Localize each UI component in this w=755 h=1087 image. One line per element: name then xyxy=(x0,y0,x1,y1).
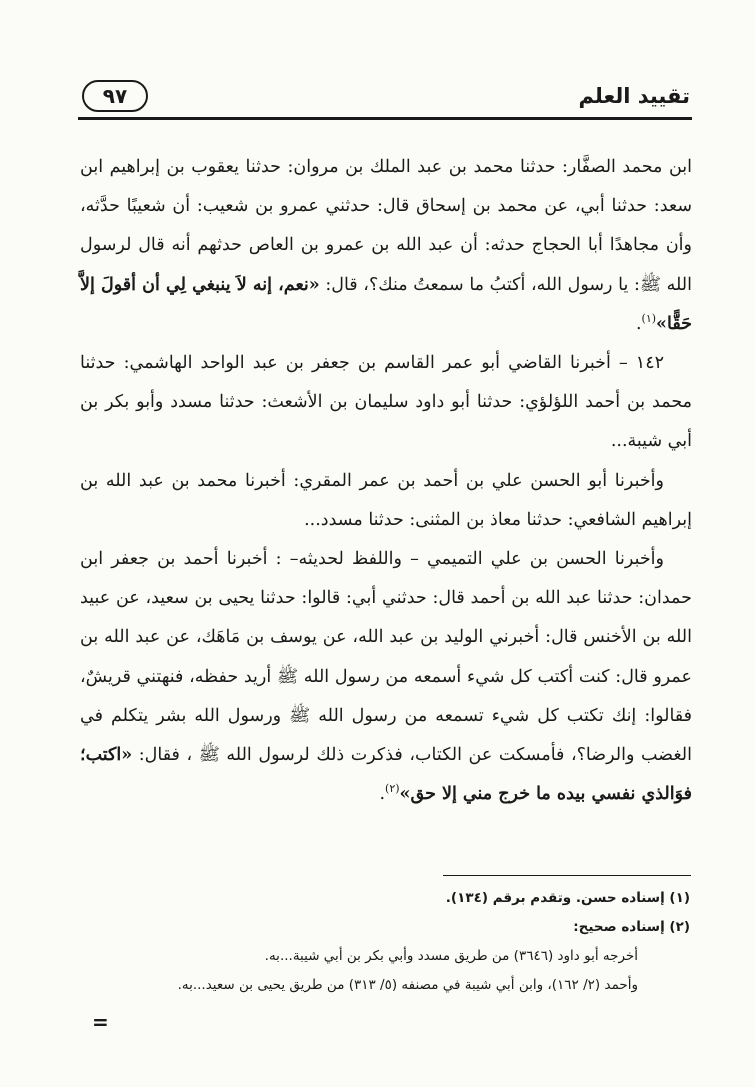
page-number: ٩٧ xyxy=(82,80,148,112)
paragraph-4-tail: . xyxy=(379,784,386,805)
hadith-quote-1: «نعم، إنه لاَ ينبغي لِي أن أقولَ إلاَّ حَقًّا» xyxy=(80,274,692,334)
continuation-mark: = xyxy=(92,1010,109,1034)
footnote-ref-2[interactable]: (٢) xyxy=(385,782,400,796)
footnote-2: (٢) إسناده صحيح: xyxy=(573,919,690,935)
footnote-1: (١) إسناده حسن. وتقدم برقم (١٣٤). xyxy=(445,890,690,906)
paragraph-1-tail: . xyxy=(635,313,642,334)
footnote-2-line-1: أخرجه أبو داود (٣٦٤٦) من طريق مسدد وأبي بكر بن أبي شيبة...به. xyxy=(264,948,638,964)
running-title: تقييد العلم xyxy=(578,84,690,108)
paragraph-3: وأخبرنا أبو الحسن علي بن أحمد بن عمر المقري: أخبرنا محمد بن عبد الله بن إبراهيم الشافعي: حدثنا معاذ بن المثنى: حدثنا مسدد... xyxy=(80,470,692,530)
paragraph-2: ١٤٢ – أخبرنا القاضي أبو عمر القاسم بن جعفر بن عبد الواحد الهاشمي: حدثنا محمد بن أحمد اللؤلؤي: حدثنا أبو داود سليمان بن الأشعث: حدثنا مسدد وأبو بكر بن أبي شيبة... xyxy=(80,353,692,452)
paragraph-4-text: وأخبرنا الحسن بن علي التميمي – واللفظ لحديثه– : أخبرنا أحمد بن جعفر ابن حمدان: حدثنا عبد الله بن أحمد قال: حدثني أبي: قالوا: حدثنا يحيى بن سعيد، عن عبيد الله بن الأخنس قال: أخبرني الوليد بن عبد الله، عن يوسف بن مَاهَك، عن عبد الله بن عمرو قال: كنت أكتب كل شيء أسمعه من رسول الله ﷺ أريد حفظه، فنهتني قريشٌ، فقالوا: إنك تكتب كل شيء تسمعه من رسول الله ﷺ ورسول الله بشر يتكلم في الغضب والرضا؟، فأمسكت عن الكتاب، فذكرت ذلك لرسول الله ﷺ ، فقال: xyxy=(80,549,692,766)
header-divider xyxy=(78,117,692,120)
paragraph-1 xyxy=(80,148,692,344)
footnote-2-line-2: وأحمد (٢/ ١٦٢)، وابن أبي شيبة في مصنفه (٥/ ٣١٣) من طريق يحيى بن سعيد...به. xyxy=(177,977,638,993)
paragraph-1-text: ابن محمد الصفَّار: حدثنا محمد بن عبد الملك بن مروان: حدثنا يعقوب بن إبراهيم ابن سعد: حدثنا أبي، عن محمد بن إسحاق قال: حدثني عمرو بن شعيب: أن شعيبًا حدَّثه، وأن مجاهدًا أبا الحجاج حدثه: أن عبد الله بن عمرو بن العاص حدثهم أنه قال لرسول الله ﷺ: يا رسول الله، أكتبُ ما سمعتُ منك؟، قال: xyxy=(80,157,692,295)
footnote-divider xyxy=(443,875,691,876)
page-header xyxy=(78,78,690,114)
paragraph-4 xyxy=(80,540,692,814)
footnote-ref-1[interactable]: (١) xyxy=(641,311,657,325)
hadith-quote-2: «اكتب؛ فوَالذي نفسي بيده ما خرج مني إلا حق» xyxy=(80,745,692,805)
main-text xyxy=(80,148,692,814)
footnotes xyxy=(90,884,690,1000)
